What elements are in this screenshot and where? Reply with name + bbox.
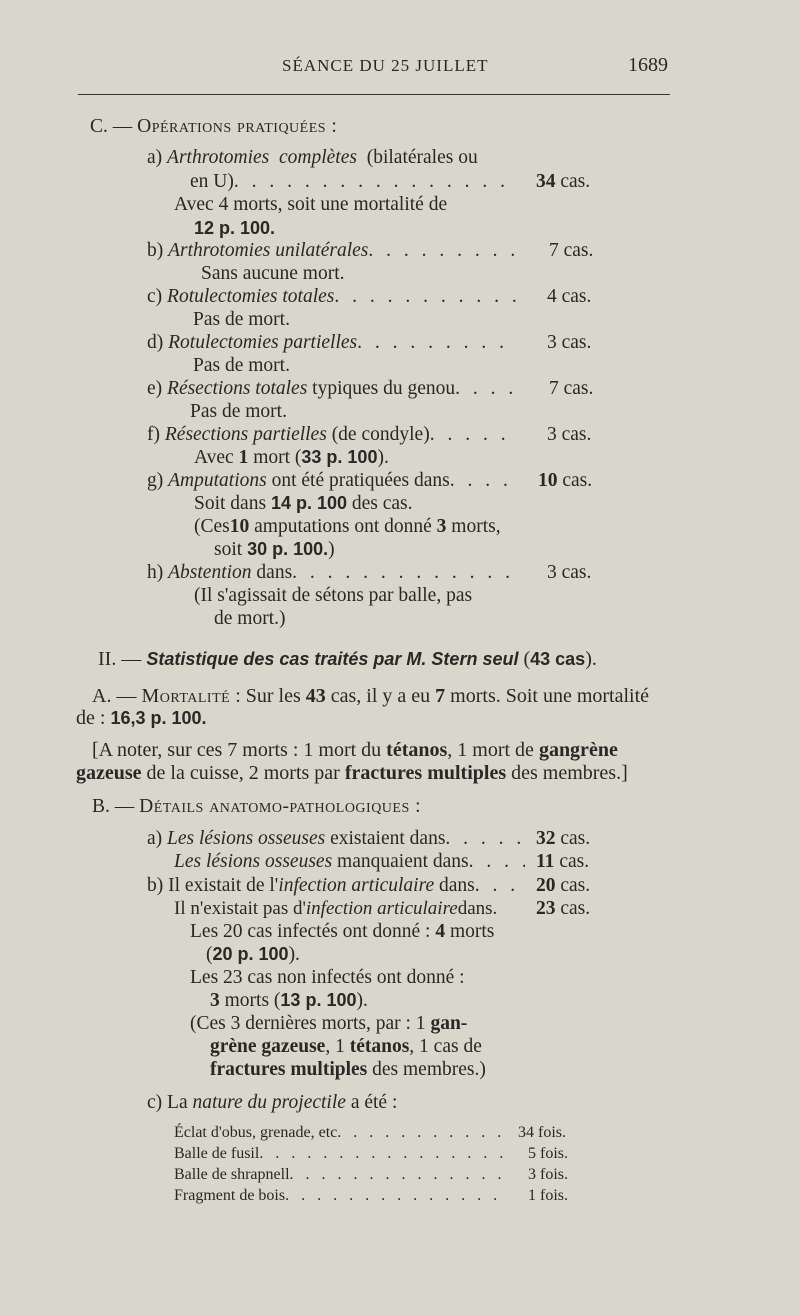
op-b-note: Sans aucune mort. [201, 263, 345, 284]
infected-deaths-line2: (20 p. 100). [206, 944, 300, 965]
infection-absent-line: Il n'existait pas d'infection articulairedans. [174, 898, 498, 919]
op-e-line: e) Résections totales typiques du genou . . . [147, 379, 518, 399]
op-b-line: b) Arthrotomies unilatérales . . . [147, 241, 518, 261]
op-a-line2: en U) . . . [190, 172, 518, 192]
projectile-heading: c) La nature du projectile a été : [147, 1092, 398, 1113]
op-a-line1: a) Arthrotomies complètes (bilatérales ou [147, 147, 478, 168]
op-h-line: h) Abstention dans . . . [147, 563, 518, 583]
op-d-count: 3 cas. [547, 332, 592, 353]
infection-present-line: b) Il existait de l' infection articulaire dans . . . [147, 876, 525, 896]
op-f-note: Avec 1 mort (33 p. 100). [194, 447, 389, 468]
running-header: SÉANCE DU 25 JUILLET [282, 56, 489, 75]
op-d-line: d) Rotulectomies partielles . . . [147, 333, 518, 353]
op-a-count: 34 cas. [536, 171, 591, 192]
section-2-heading: II. — Statistique des cas traités par M. Stern seul (43 cas). [98, 648, 597, 670]
section-b-heading: B. — Détails anatomo-pathologiques : [92, 796, 422, 817]
projectile-row: Fragment de bois . . . [174, 1188, 506, 1204]
op-c-line: c) Rotulectomies totales . . . [147, 287, 518, 307]
op-c-count: 4 cas. [547, 286, 592, 307]
projectile-count: 3 fois. [528, 1166, 568, 1183]
lesions-present-line: a) Les lésions osseuses existaient dans . . . [147, 829, 525, 849]
op-f-line: f) Résections partielles (de condyle) . . . [147, 425, 518, 445]
op-e-count: 7 cas. [549, 378, 594, 399]
deaths-detail-line1: (Ces 3 dernières morts, par : 1 gan- [190, 1013, 468, 1034]
op-g-count: 10 cas. [538, 470, 593, 491]
infection-present-count: 20 cas. [536, 875, 591, 896]
mortality-line1: A. — Mortalité : Sur les 43 cas, il y a eu 7 morts. Soit une mortalité [92, 685, 650, 707]
op-a-note2: 12 p. 100. [194, 218, 276, 238]
projectile-count: 34 fois. [518, 1124, 566, 1141]
note-line1: [A noter, sur ces 7 morts : 1 mort du tétanos, 1 mort de gangrène [92, 739, 618, 761]
infection-absent-count: 23 cas. [536, 898, 591, 919]
section-c-heading: C. — Opérations pratiquées : [90, 116, 338, 137]
uninfected-deaths-line2: 3 morts (13 p. 100). [210, 990, 368, 1011]
op-c-note: Pas de mort. [193, 309, 290, 330]
lesions-absent-count: 11 cas. [536, 851, 590, 872]
op-h-note2: de mort.) [214, 608, 286, 629]
projectile-row: Balle de shrapnell . . . [174, 1167, 506, 1183]
projectile-row: Éclat d'obus, grenade, etc . . . [174, 1125, 506, 1141]
lesions-present-count: 32 cas. [536, 828, 591, 849]
op-h-count: 3 cas. [547, 562, 592, 583]
lesions-absent-line: Les lésions osseuses manquaient dans . . . [174, 852, 525, 872]
projectile-count: 5 fois. [528, 1145, 568, 1162]
op-g-note3: soit 30 p. 100.) [214, 539, 335, 560]
mortality-line2: de : 16,3 p. 100. [76, 707, 207, 729]
op-g-note1: Soit dans 14 p. 100 des cas. [194, 493, 413, 514]
deaths-detail-line3: fractures multiples des membres.) [210, 1059, 486, 1080]
projectile-count: 1 fois. [528, 1187, 568, 1204]
op-a-note1: Avec 4 morts, soit une mortalité de [174, 194, 448, 215]
op-b-count: 7 cas. [549, 240, 594, 261]
op-e-note: Pas de mort. [190, 401, 287, 422]
deaths-detail-line2: grène gazeuse, 1 tétanos, 1 cas de [210, 1036, 482, 1057]
op-f-count: 3 cas. [547, 424, 592, 445]
op-g-line: g) Amputations ont été pratiquées dans . . . [147, 471, 518, 491]
infected-deaths-line1: Les 20 cas infectés ont donné : 4 morts [190, 921, 495, 942]
header-rule [78, 94, 670, 95]
note-line2: gazeuse de la cuisse, 2 morts par fractures multiples des membres.] [76, 762, 628, 784]
page-number: 1689 [628, 54, 668, 76]
op-d-note: Pas de mort. [193, 355, 290, 376]
op-g-note2: (Ces10 amputations ont donné 3 morts, [194, 516, 501, 537]
uninfected-deaths-line1: Les 23 cas non infectés ont donné : [190, 967, 465, 988]
projectile-row: Balle de fusil . . . [174, 1146, 506, 1162]
op-h-note1: (Il s'agissait de sétons par balle, pas [194, 585, 473, 606]
